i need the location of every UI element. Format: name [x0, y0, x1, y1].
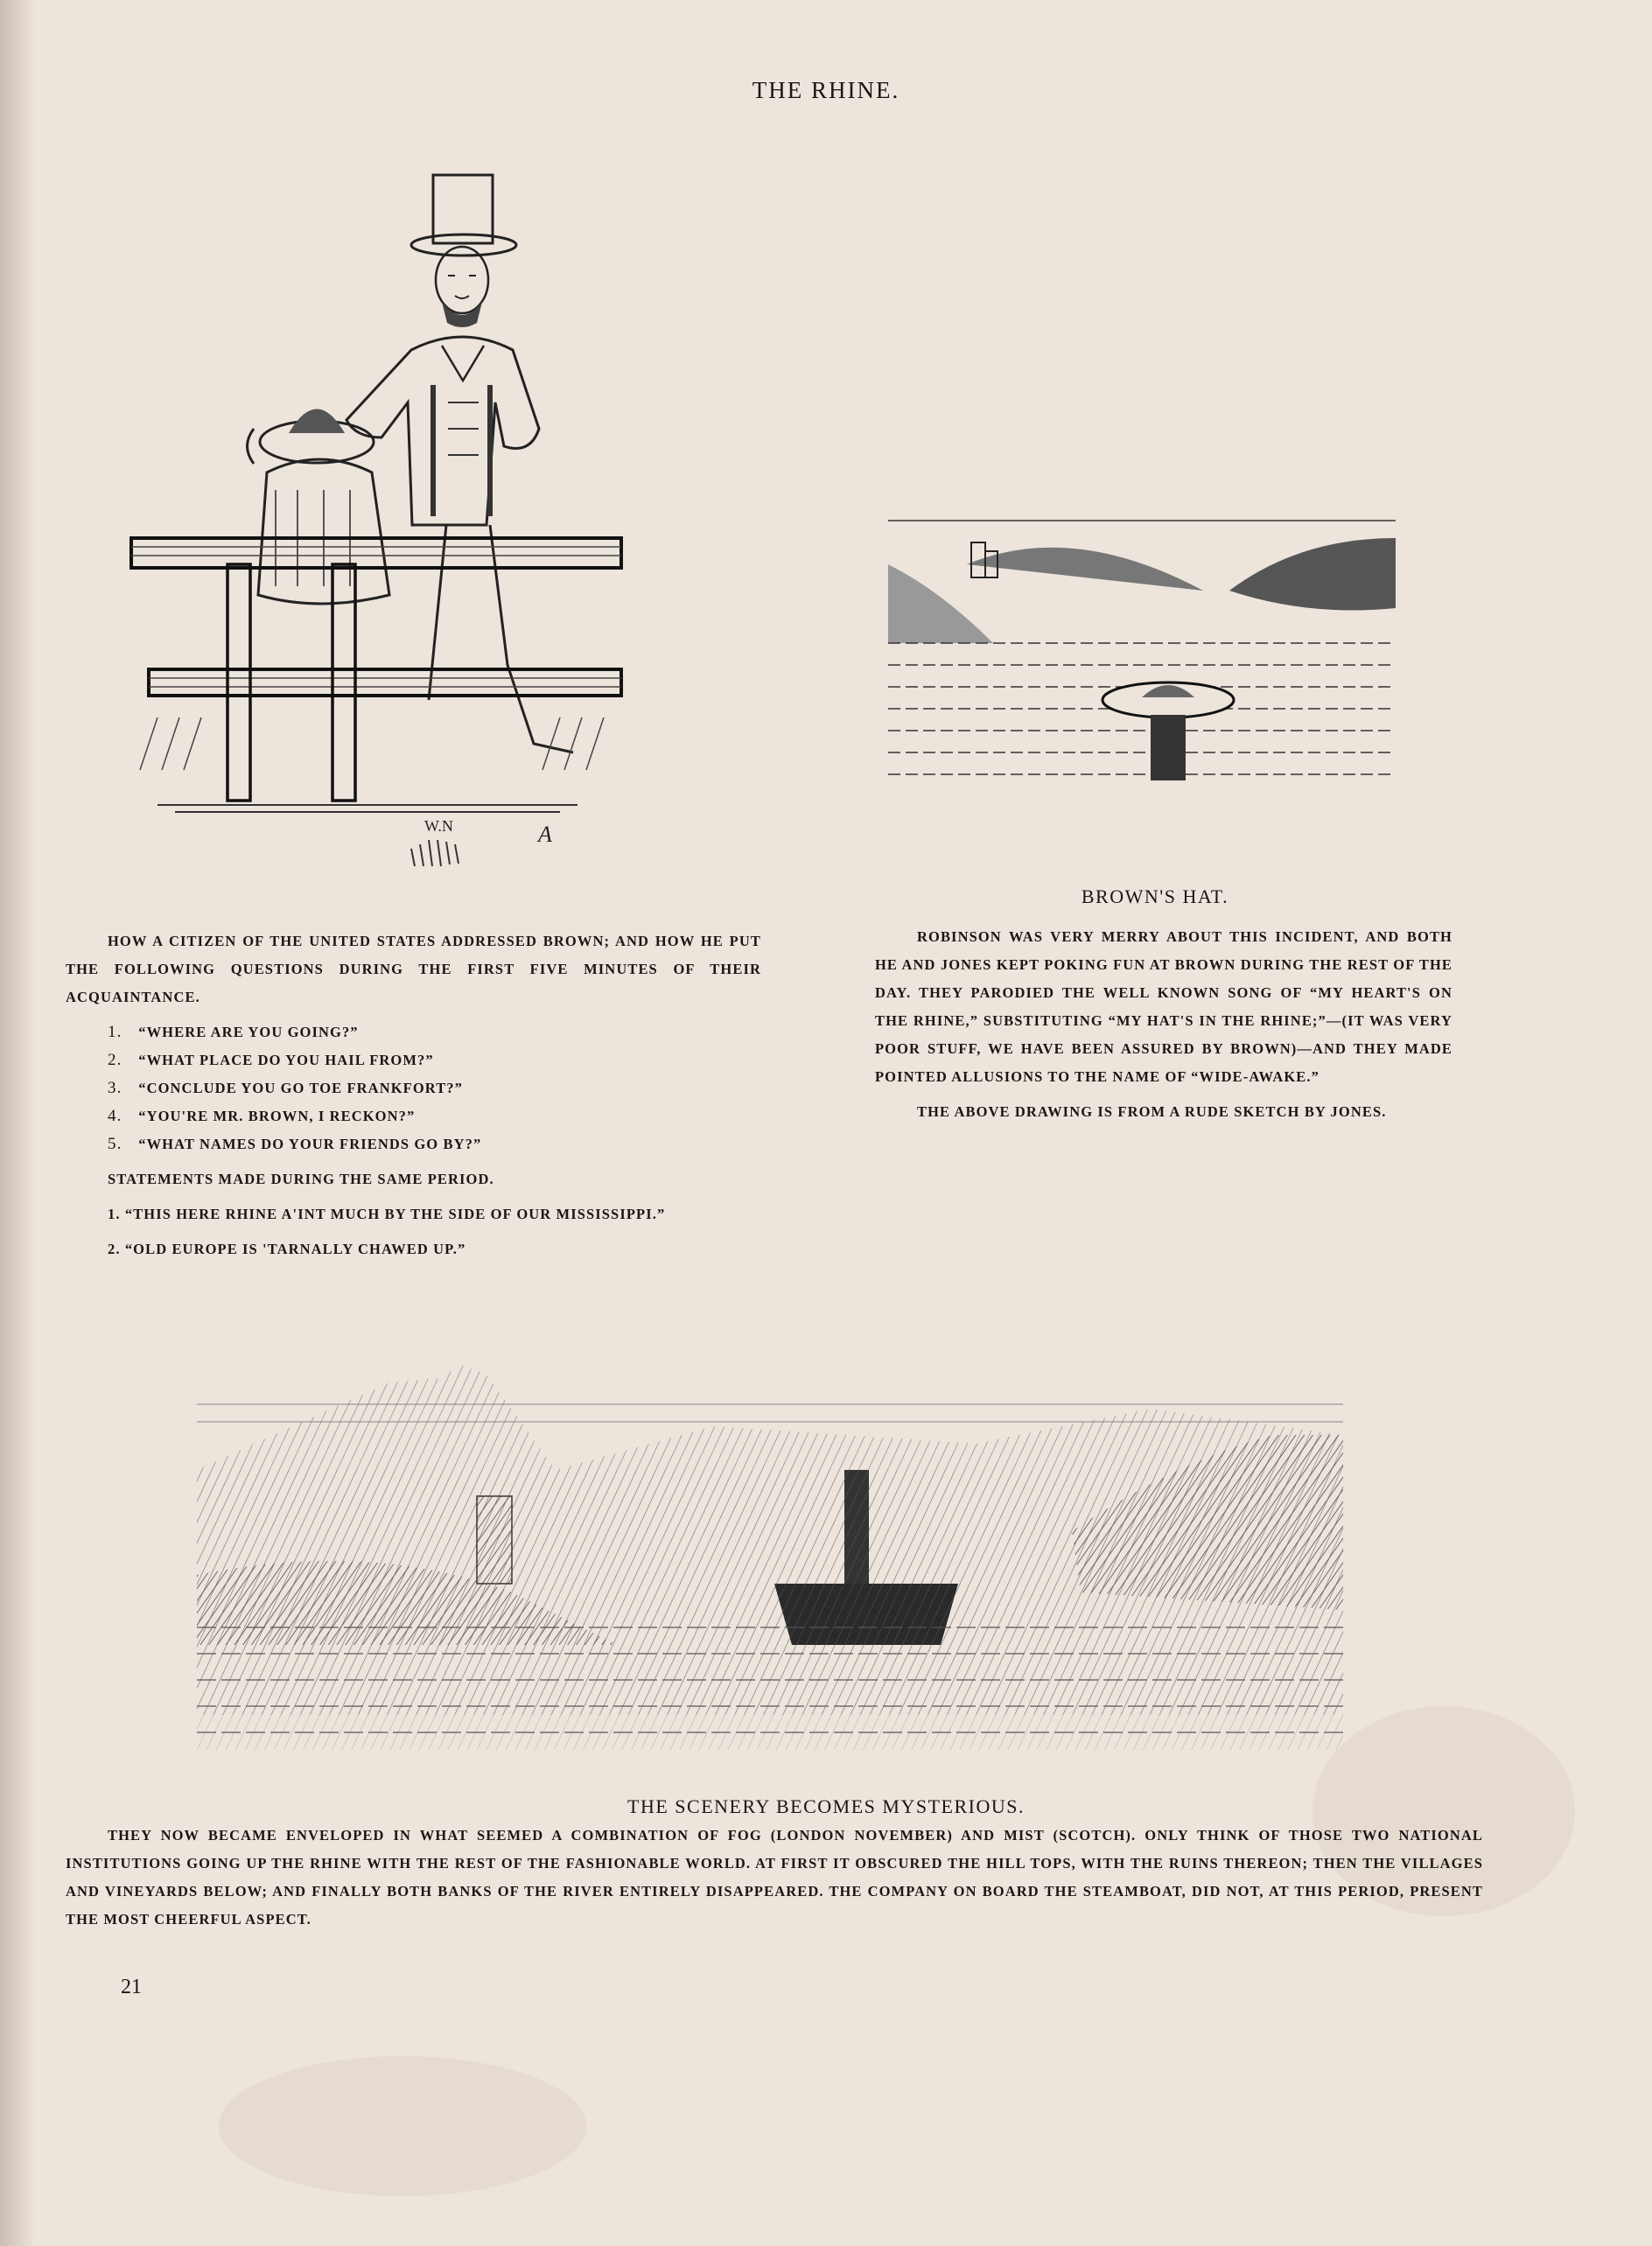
statement-1: 1. “THIS HERE RHINE A'INT MUCH BY THE SIDE OF OUR MISSISSIPPI.”: [108, 1206, 666, 1222]
list-item: 3. “CONCLUDE YOU GO TOE FRANKFORT?”: [108, 1079, 463, 1097]
statements-heading: STATEMENTS MADE DURING THE SAME PERIOD.: [108, 1171, 494, 1187]
scenery-illustration: [197, 1356, 1343, 1750]
signature-left: W.N: [424, 817, 453, 835]
paper-stain: [219, 2056, 586, 2196]
statement-2: 2. “OLD EUROPE IS 'TARNALLY CHAWED UP.”: [108, 1241, 466, 1257]
right-column-text: [875, 923, 1452, 1133]
left-column-text: [66, 927, 761, 1270]
list-item: 1. “WHERE ARE YOU GOING?”: [108, 1023, 359, 1041]
scenery-engraving: [197, 1356, 1343, 1750]
american-engraving: [122, 157, 639, 884]
intro-paragraph: HOW A CITIZEN OF THE UNITED STATES ADDRESSED BROWN; AND HOW HE PUT THE FOLLOWING QUESTIONS DURING THE FIRST FIVE MINUTES OF THEIR ACQUAINTANCE.: [66, 933, 761, 1005]
page-edge: [0, 0, 35, 2246]
questions-list: [66, 1018, 761, 1158]
browns-hat-caption: BROWN'S HAT.: [1081, 885, 1229, 907]
american-illustration: [122, 157, 639, 884]
hat-paragraph-2: THE ABOVE DRAWING IS FROM A RUDE SKETCH BY JONES.: [917, 1103, 1387, 1120]
list-item: 4. “YOU'RE MR. BROWN, I RECKON?”: [108, 1107, 416, 1125]
list-item: 2. “WHAT PLACE DO YOU HAIL FROM?”: [108, 1051, 434, 1069]
scenery-paragraph: THEY NOW BECAME ENVELOPED IN WHAT SEEMED A COMBINATION OF FOG (LONDON NOVEMBER) AND MIST (SCOTCH). ONLY THINK OF THOSE TWO NATIONAL INSTITUTIONS GOING UP THE RHINE WITH THE REST OF THE FASHIONABLE WORLD. AT FIRST IT OBSCURED THE HILL TOPS, WITH THE RUINS THEREON; THEN THE VILLAGES AND VINEYARDS BELOW; AND FINALLY BOTH BANKS OF THE RIVER ENTIRELY DISAPPEARED. THE COMPANY ON BOARD THE STEAMBOAT, DID NOT, AT THIS PERIOD, PRESENT THE MOST CHEERFUL ASPECT.: [66, 1827, 1483, 1928]
list-item: 5. “WHAT NAMES DO YOUR FRIENDS GO BY?”: [108, 1135, 482, 1153]
hat-engraving: [888, 512, 1396, 809]
signature-right: A: [538, 822, 552, 847]
bottom-text: [66, 1822, 1483, 1941]
scenery-caption: THE SCENERY BECOMES MYSTERIOUS.: [627, 1795, 1025, 1817]
running-head: THE RHINE.: [752, 77, 900, 103]
hat-paragraph-1: ROBINSON WAS VERY MERRY ABOUT THIS INCIDENT, AND BOTH HE AND JONES KEPT POKING FUN AT BROWN DURING THE REST OF THE DAY. THEY PARODIED THE WELL KNOWN SONG OF “MY HEART'S ON THE RHINE,” SUBSTITUTING “MY HAT'S IN THE RHINE;”—(IT WAS VERY POOR STUFF, WE HAVE BEEN ASSURED BY BROWN)—AND THEY MADE POINTED ALLUSIONS TO THE NAME OF “WIDE-AWAKE.”: [875, 928, 1452, 1085]
page-number: 21: [121, 1976, 142, 1998]
browns-hat-illustration: [888, 512, 1396, 809]
